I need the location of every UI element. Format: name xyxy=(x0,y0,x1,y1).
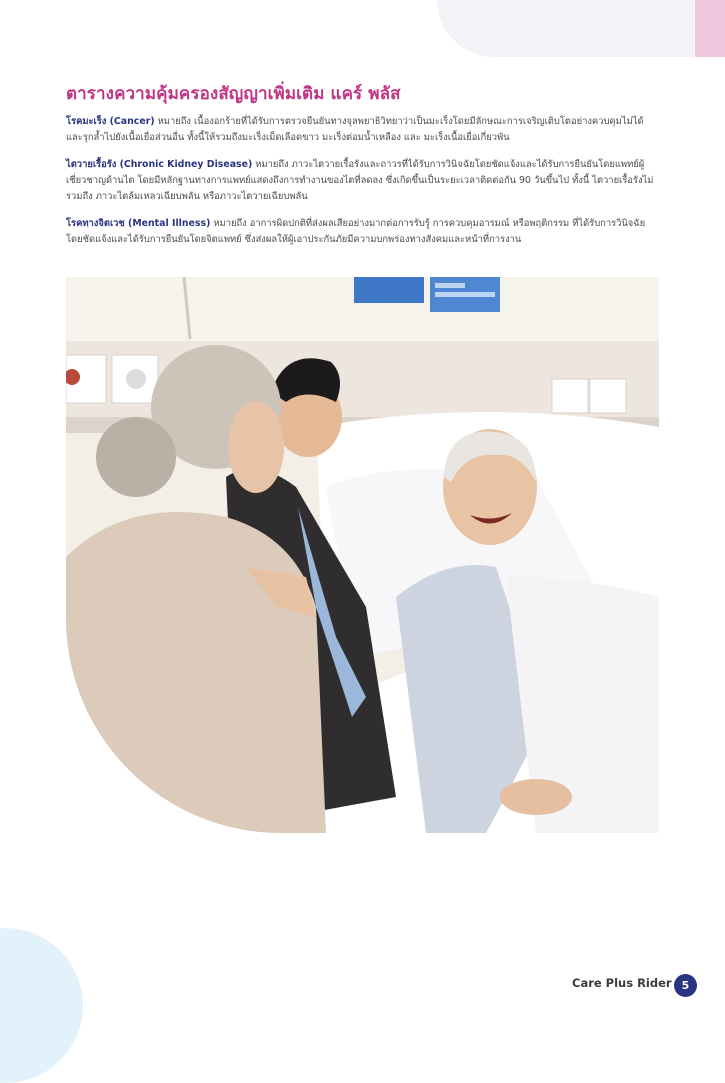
definition-chronic-kidney-disease xyxy=(66,157,660,205)
page-title: ตารางความคุ้มครองสัญญาเพิ่มเติม แคร์ พลัส xyxy=(66,84,401,104)
definition-text: หมายถึง อาการผิดปกติที่ส่งผลเสียอย่างมากต่อการรับรู้ การควบคุมอารมณ์ หรือพฤติกรรม ที่ได้รับการวินิจฉัยโดยชัดแจ้งและได้รับการยืนยันโดยจิตแพทย์ ซึ่งส่งผลให้ผู้เอาประกันภัยมีความบกพร่องทางสังคมและหน้าที่การงาน xyxy=(66,218,646,245)
header-pink-tab xyxy=(695,0,725,57)
hospital-family-photo xyxy=(66,277,659,833)
definition-text: หมายถึง เนื้องอกร้ายที่ได้รับการตรวจยืนยันทางจุลพยาธิวิทยาว่าเป็นมะเร็งโดยมีลักษณะการเจริญเติบโตอย่างควบคุมไม่ได้ และรุกล้ำไปยังเนื้อเยื่อส่วนอื่น ทั้งนี้ให้รวมถึงมะเร็งเม็ดเลือดขาว มะเร็งต่อมน้ำเหลือง และ มะเร็งเนื้อเยื่อเกี่ยวพัน xyxy=(66,116,644,143)
definition-term: โรคทางจิตเวช (Mental Illness) xyxy=(66,218,211,229)
page-number-badge: 5 xyxy=(674,974,697,997)
definition-cancer xyxy=(66,114,660,146)
definition-text: หมายถึง ภาวะไตวายเรื้อรังและถาวรที่ได้รับการวินิจฉัยโดยชัดแจ้งและได้รับการยืนยันโดยแพทย์ผู้เชี่ยวชาญด้านไต โดยมีหลักฐานทางการแพทย์แสดงถึงการทำงานของไตที่ลดลง ซึ่งเกิดขึ้นเป็นระยะเวลาติดต่อกัน 90 วันขึ้นไป ทั้งนี้ ไตวายเรื้อรังไม่รวมถึง ภาวะไตล้มเหลวเฉียบพลัน หรือภาวะไตวายเฉียบพลัน xyxy=(66,159,654,202)
footer-circle-decoration xyxy=(0,928,83,1083)
footer-product-name: Care Plus Rider xyxy=(572,976,672,990)
definition-term: โรคมะเร็ง (Cancer) xyxy=(66,116,155,127)
header-decoration xyxy=(437,0,725,57)
definition-mental-illness xyxy=(66,216,660,248)
definition-term: ไตวายเรื้อรัง (Chronic Kidney Disease) xyxy=(66,159,253,170)
